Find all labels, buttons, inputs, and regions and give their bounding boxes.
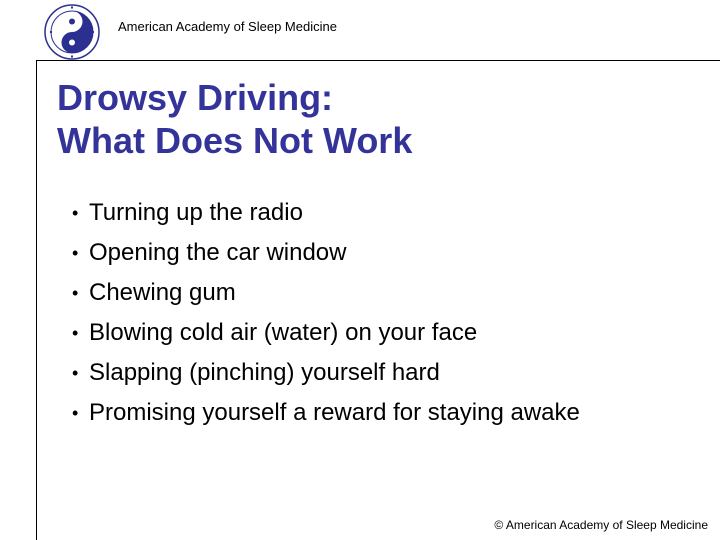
bullet-item (72, 273, 580, 313)
bullet-glyph: • (72, 203, 79, 223)
bullet-text: Promising yourself a reward for staying awake (89, 399, 580, 426)
footer-copyright: © American Academy of Sleep Medicine (494, 518, 708, 532)
aasm-logo-icon (44, 4, 100, 60)
slide-title-line-1: Drowsy Driving: (57, 77, 334, 118)
bullet-item (72, 353, 580, 393)
bullet-text: Slapping (pinching) yourself hard (89, 359, 440, 386)
header-org-name: American Academy of Sleep Medicine (118, 19, 337, 34)
bullet-item (72, 393, 580, 433)
bullet-list (72, 193, 580, 433)
bullet-text: Blowing cold air (water) on your face (89, 319, 478, 346)
bullet-glyph: • (72, 243, 79, 263)
header-divider (36, 60, 720, 61)
bullet-glyph: • (72, 283, 79, 303)
bullet-text: Chewing gum (89, 279, 236, 306)
bullet-item (72, 233, 580, 273)
left-divider (36, 60, 37, 540)
bullet-text: Turning up the radio (89, 199, 303, 226)
bullet-glyph: • (72, 323, 79, 343)
bullet-glyph: • (72, 403, 79, 423)
bullet-text: Opening the car window (89, 239, 347, 266)
slide-title (57, 76, 697, 162)
slide-title-line-2: What Does Not Work (57, 120, 413, 161)
bullet-item (72, 313, 580, 353)
bullet-glyph: • (72, 363, 79, 383)
bullet-item (72, 193, 580, 233)
